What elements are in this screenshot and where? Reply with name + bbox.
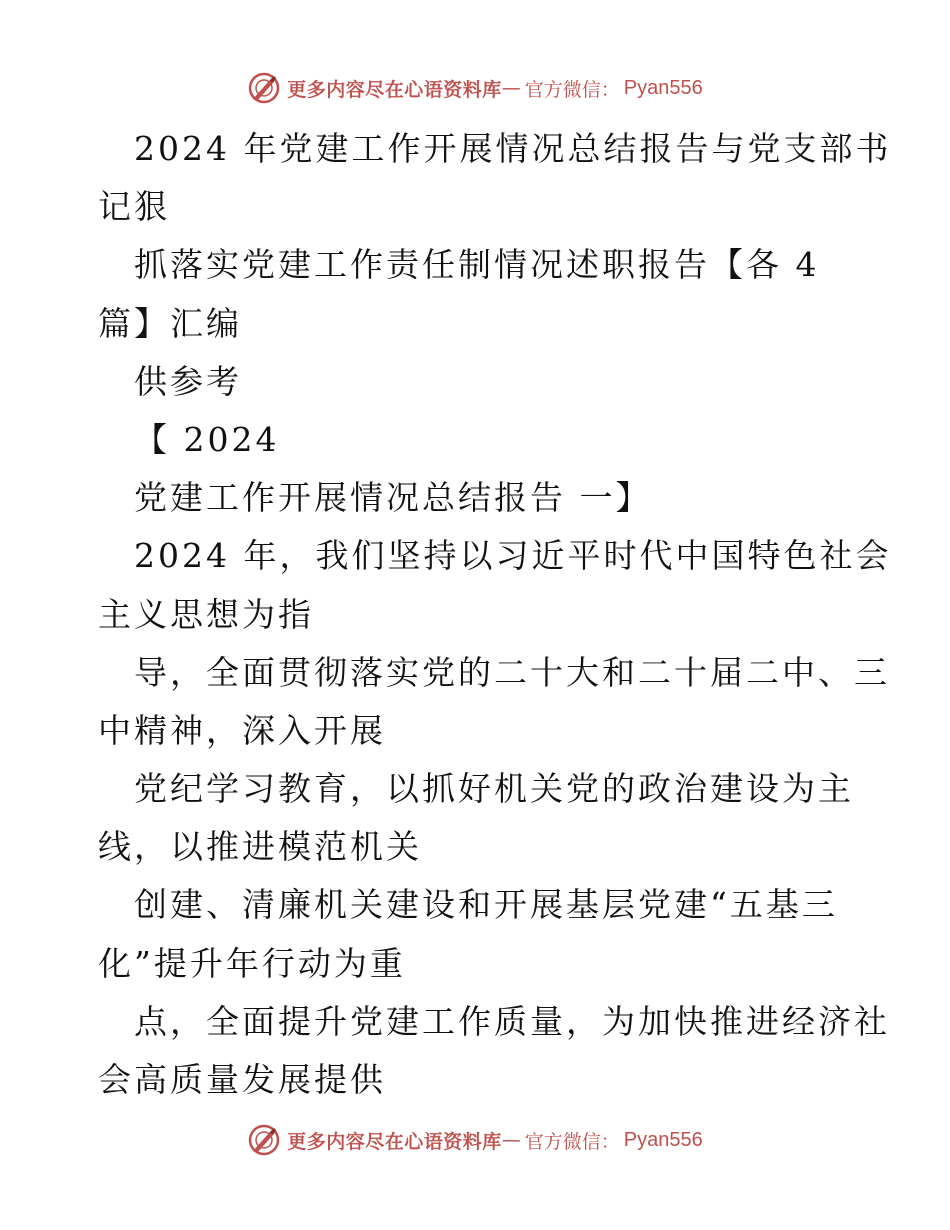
doc-line: 2024 年，我们坚持以习近平时代中国特色社会 xyxy=(134,536,892,576)
watermark-contact-label: 官方微信： xyxy=(524,1130,620,1153)
doc-line: 篇】汇编 xyxy=(98,303,242,343)
watermark-separator: — xyxy=(501,77,521,99)
pen-logo-icon xyxy=(247,71,281,105)
watermark-contact-id: Pyan556 xyxy=(623,1128,703,1151)
doc-line: 线，以推进模范机关 xyxy=(98,827,422,867)
doc-line: 党建工作开展情况总结报告 一】 xyxy=(134,478,652,518)
watermark-contact-id: Pyan556 xyxy=(623,76,703,99)
footer-watermark xyxy=(0,1120,950,1160)
doc-line: 主义思想为指 xyxy=(98,594,314,634)
header-watermark xyxy=(0,68,950,108)
doc-line: 创建、清廉机关建设和开展基层党建“五基三 xyxy=(134,885,838,925)
doc-line: 【 2024 xyxy=(134,419,280,459)
doc-line: 2024 年党建工作开展情况总结报告与党支部书 xyxy=(134,129,892,168)
doc-line: 会高质量发展提供 xyxy=(98,1060,386,1099)
doc-line: 记狠 xyxy=(98,187,170,227)
doc-line: 供参考 xyxy=(134,361,242,401)
doc-line: 抓落实党建工作责任制情况述职报告【各 4 xyxy=(134,245,820,285)
doc-line: 中精神，深入开展 xyxy=(98,710,386,750)
doc-line: 导，全面贯彻落实党的二十大和二十届二中、三 xyxy=(134,652,890,692)
watermark-main-text: 更多内容尽在心语资料库 xyxy=(287,78,502,101)
doc-line: 化”提升年行动为重 xyxy=(98,943,406,983)
doc-line: 党纪学习教育，以抓好机关党的政治建设为主 xyxy=(134,769,854,809)
doc-line: 点，全面提升党建工作质量，为加快推进经济社 xyxy=(134,1001,890,1041)
watermark-contact-label: 官方微信： xyxy=(524,78,620,101)
watermark-separator: — xyxy=(501,1129,521,1151)
watermark-main-text: 更多内容尽在心语资料库 xyxy=(287,1130,502,1153)
pen-logo-icon xyxy=(247,1123,281,1157)
document-body xyxy=(98,120,892,1109)
